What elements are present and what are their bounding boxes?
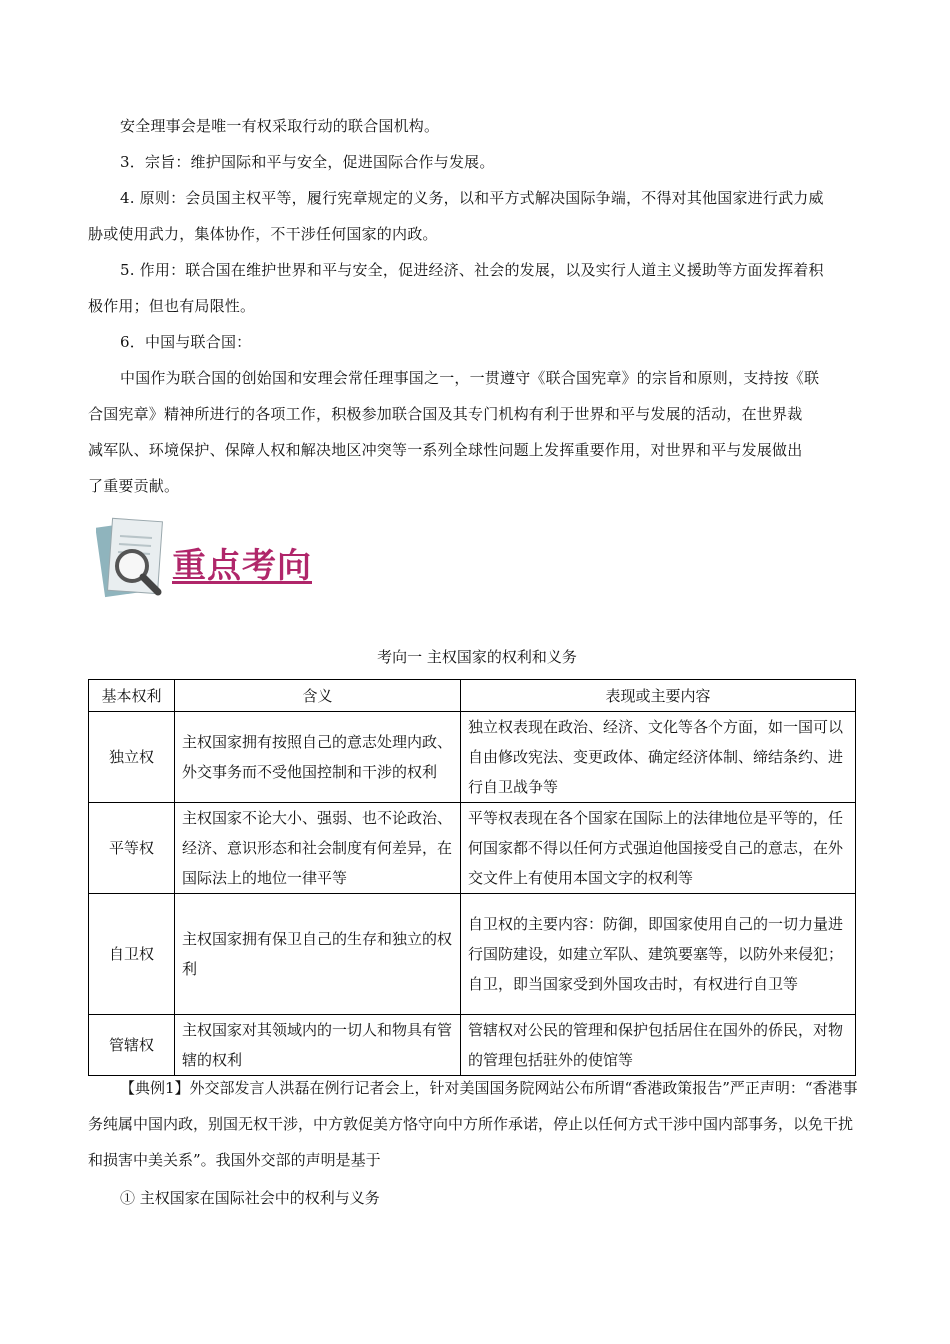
table-header-row xyxy=(89,680,856,712)
text-line: 中国作为联合国的创始国和安理会常任理事国之一，一贯遵守《联合国宪章》的宗旨和原则，支持按《联 xyxy=(120,369,820,387)
paragraph-china-un xyxy=(88,360,866,504)
right-meaning: 主权国家对其领域内的一切人和物具有管辖的权利 xyxy=(175,1015,461,1076)
paragraph-principles xyxy=(88,180,866,252)
text-line: 3．宗旨：维护国际和平与安全，促进国际合作与发展。 xyxy=(120,153,495,171)
text-line: 减军队、环境保护、保障人权和解决地区冲突等一系列全球性问题上发挥重要作用，对世界和平与发展做出 xyxy=(88,441,803,459)
answer-option: ① 主权国家在国际社会中的权利与义务 xyxy=(120,1189,380,1207)
section-title: 重点考向 xyxy=(172,546,312,586)
rights-table xyxy=(88,679,856,1076)
paragraph-role xyxy=(88,252,866,324)
magnifier-on-papers-icon xyxy=(96,516,176,602)
right-content: 平等权表现在各个国家在国际上的法律地位是平等的，任何国家都不得以任何方式强迫他国接受自己的意志，在外交文件上有使用本国文字的权利等 xyxy=(461,803,856,894)
right-name: 平等权 xyxy=(89,803,175,894)
right-name: 独立权 xyxy=(89,712,175,803)
right-content: 自卫权的主要内容：防御，即国家使用自己的一切力量进行国防建设，如建立军队、建筑要塞等，以防外来侵犯；自卫，即当国家受到外国攻击时，有权进行自卫等 xyxy=(461,894,856,1015)
text-line: 安全理事会是唯一有权采取行动的联合国机构。 xyxy=(120,117,440,135)
table-row xyxy=(89,894,856,1015)
text-line: 合国宪章》精神所进行的各项工作，积极参加联合国及其专门机构有利于世界和平与发展的活动，在世界裁 xyxy=(88,405,803,423)
text-line: 胁或使用武力，集体协作，不干涉任何国家的内政。 xyxy=(88,225,438,243)
paragraph-china-un-heading xyxy=(88,324,866,360)
section-banner xyxy=(96,516,336,606)
text-line: 极作用；但也有局限性。 xyxy=(88,297,256,315)
right-meaning: 主权国家拥有按照自己的意志处理内政、外交事务而不受他国控制和干涉的权利 xyxy=(175,712,461,803)
text-line: 4. 原则：会员国主权平等，履行宪章规定的义务，以和平方式解决国际争端，不得对其他国家进行武力威 xyxy=(120,189,824,207)
text-line: 5. 作用：联合国在维护世界和平与安全，促进经济、社会的发展，以及实行人道主义援助等方面发挥着积 xyxy=(120,261,824,279)
right-meaning: 主权国家拥有保卫自己的生存和独立的权利 xyxy=(175,894,461,1015)
column-header: 基本权利 xyxy=(89,680,175,712)
table-row xyxy=(89,1015,856,1076)
right-content: 独立权表现在政治、经济、文化等各个方面，如一国可以自由修改宪法、变更政体、确定经济体制、缔结条约、进行自卫战争等 xyxy=(461,712,856,803)
paragraph-purpose xyxy=(88,144,866,180)
paragraph-security-council xyxy=(88,108,866,144)
right-content: 管辖权对公民的管理和保护包括居住在国外的侨民，对物的管理包括驻外的使馆等 xyxy=(461,1015,856,1076)
text-line: 了重要贡献。 xyxy=(88,477,180,495)
right-meaning: 主权国家不论大小、强弱、也不论政治、经济、意识形态和社会制度有何差异，在国际法上的地位一律平等 xyxy=(175,803,461,894)
table-caption: 考向一 主权国家的权利和义务 xyxy=(377,648,577,666)
table-row xyxy=(89,712,856,803)
typical-example: 【典例1】外交部发言人洪磊在例行记者会上，针对美国国务院网站公布所谓“香港政策报告”严正声明：“香港事务纯属中国内政，别国无权干涉，中方敦促美方恪守向中方所作承诺，停止以任何方式干涉中国内部事务，以免干扰和损害中美关系”。我国外交部的声明是基于 xyxy=(88,1079,858,1169)
column-header: 含义 xyxy=(175,680,461,712)
column-header: 表现或主要内容 xyxy=(461,680,856,712)
right-name: 管辖权 xyxy=(89,1015,175,1076)
text-line: 6．中国与联合国： xyxy=(120,333,252,351)
table-row xyxy=(89,803,856,894)
right-name: 自卫权 xyxy=(89,894,175,1015)
